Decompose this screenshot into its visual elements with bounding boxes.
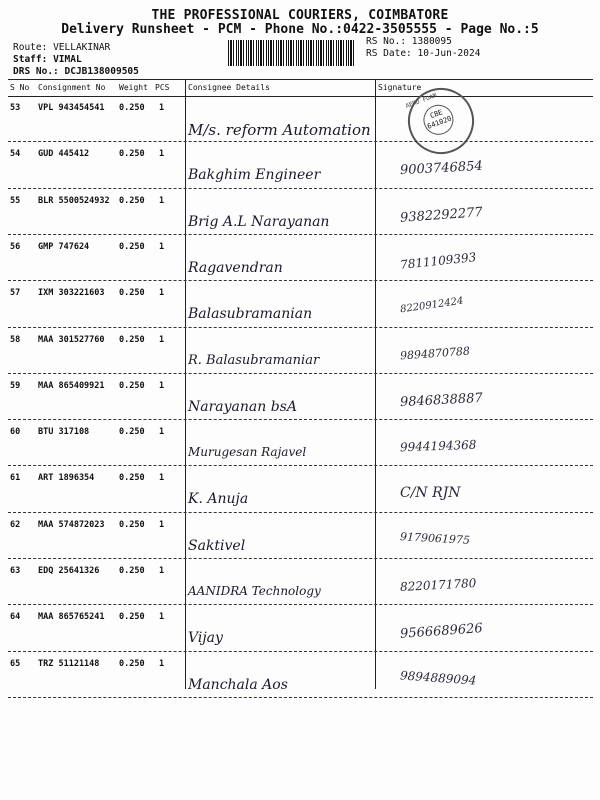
rs-no-line: [366, 36, 480, 48]
row-pcs: 1: [159, 103, 165, 113]
barcode: [228, 40, 356, 66]
row-sno: 57: [10, 288, 21, 299]
table-row: [8, 560, 593, 606]
row-separator: [8, 558, 593, 559]
drs-value: DCJB138009505: [64, 66, 139, 77]
consignee-handwriting: Murugesan Rajavel: [188, 445, 307, 460]
row-sno: 54: [10, 149, 21, 160]
signature-handwriting: 8220912424: [399, 295, 465, 316]
row-sno: 62: [10, 519, 21, 530]
route-label: Route:: [13, 42, 48, 53]
signature-handwriting: 9566689626: [399, 621, 484, 643]
route-value: VELLAKINAR: [53, 42, 111, 53]
table-row: [8, 514, 593, 560]
row-weight: 0.250: [119, 566, 145, 576]
row-consignment-no: MAA 574872023: [38, 519, 105, 530]
row-pcs: 1: [159, 566, 165, 576]
signature-handwriting: 9179061975: [399, 529, 471, 547]
row-weight: 0.250: [119, 149, 145, 160]
row-weight: 0.250: [119, 334, 145, 345]
row-weight: 0.250: [119, 658, 145, 669]
row-consignment-no: MAA 865765241: [38, 612, 105, 623]
signature-handwriting: 9894889094: [399, 667, 477, 688]
row-separator: [8, 651, 593, 652]
rs-date-line: [366, 48, 480, 60]
row-separator: [8, 141, 593, 142]
signature-handwriting: 9894870788: [399, 344, 471, 362]
consignee-handwriting: M/s. reform Automation: [188, 121, 371, 139]
col-consignee-header: Consignee Details: [188, 83, 270, 92]
row-consignment-no: TRZ 51121148: [38, 658, 100, 669]
staff-line: [13, 54, 139, 66]
row-separator: [8, 234, 593, 235]
row-consignment-no: IXM 303221603: [38, 288, 105, 299]
drs-line: [13, 66, 139, 78]
row-weight: 0.250: [119, 241, 145, 252]
row-sno: 65: [10, 658, 21, 669]
row-pcs: 1: [159, 427, 165, 438]
row-consignment-no: MAA 865409921: [38, 380, 105, 391]
row-weight: 0.250: [119, 103, 145, 113]
row-weight: 0.250: [119, 380, 145, 391]
row-pcs: 1: [159, 241, 165, 252]
row-pcs: 1: [159, 334, 165, 345]
row-pcs: 1: [159, 195, 165, 206]
consignee-handwriting: Ragavendran: [188, 259, 283, 276]
consignee-handwriting: Saktivel: [188, 537, 246, 554]
row-weight: 0.250: [119, 473, 145, 484]
col-sno-header: S No: [10, 83, 30, 92]
table-row: [8, 329, 593, 375]
consignee-handwriting: Manchala Aos: [188, 676, 288, 693]
row-consignment-no: VPL 943454541: [38, 103, 105, 113]
row-pcs: 1: [159, 612, 165, 623]
row-sno: 56: [10, 241, 21, 252]
row-consignment-no: BLR 5500524932: [38, 195, 110, 206]
row-sno: 53: [10, 103, 21, 113]
rs-date-value: 10-Jun-2024: [417, 48, 481, 59]
rs-date-label: RS Date:: [366, 48, 412, 59]
staff-value: VIMAL: [53, 54, 82, 65]
stamp-ring-text: AERO FOAM: [404, 92, 438, 110]
consignee-handwriting: Brig A.L Narayanan: [188, 213, 330, 230]
row-separator: [8, 327, 593, 328]
signature-handwriting: 9382292277: [399, 204, 484, 226]
row-sno: 61: [10, 473, 21, 484]
signature-handwriting: 8220171780: [399, 576, 477, 594]
row-sno: 60: [10, 427, 21, 438]
row-pcs: 1: [159, 288, 165, 299]
consignee-handwriting: Narayanan bsA: [188, 398, 297, 415]
consignee-handwriting: AANIDRA Technology: [188, 584, 321, 598]
row-sno: 59: [10, 380, 21, 391]
consignee-handwriting: Vijay: [188, 630, 223, 647]
row-consignment-no: GUD 445412: [38, 149, 90, 160]
row-pcs: 1: [159, 519, 165, 530]
consignee-handwriting: Bakghim Engineer: [188, 167, 321, 184]
col-signature-header: Signature: [378, 83, 422, 92]
row-sno: 63: [10, 566, 21, 576]
row-consignment-no: ART 1896354: [38, 473, 95, 484]
consignee-handwriting: Balasubramanian: [188, 306, 313, 323]
row-separator: [8, 512, 593, 513]
signature-handwriting: 9846838887: [399, 390, 484, 410]
consignee-handwriting: R. Balasubramaniar: [188, 352, 320, 368]
stamp-center: CBE 641020: [419, 101, 457, 139]
row-separator: [8, 188, 593, 189]
signature-handwriting: 9944194368: [399, 437, 477, 455]
row-weight: 0.250: [119, 195, 145, 206]
row-weight: 0.250: [119, 288, 145, 299]
table-row: [8, 467, 593, 513]
row-separator: [8, 697, 593, 698]
row-consignment-no: BTU 317108: [38, 427, 90, 438]
row-weight: 0.250: [119, 612, 145, 623]
row-pcs: 1: [159, 473, 165, 484]
table-header: [8, 79, 593, 97]
row-pcs: 1: [159, 658, 165, 669]
row-separator: [8, 373, 593, 374]
signature-handwriting: 9003746854: [399, 159, 484, 179]
staff-label: Staff:: [13, 54, 48, 65]
row-pcs: 1: [159, 380, 165, 391]
route-line: [13, 42, 139, 54]
row-consignment-no: GMP 747624: [38, 241, 90, 252]
row-separator: [8, 604, 593, 605]
drs-label: DRS No.:: [13, 66, 59, 77]
rs-no-value: 1380095: [411, 36, 452, 47]
row-consignment-no: EDQ 25641326: [38, 566, 100, 576]
table-row: [8, 421, 593, 467]
row-sno: 64: [10, 612, 21, 623]
signature-handwriting: 7811109393: [399, 249, 477, 272]
rs-no-label: RS No.:: [366, 36, 407, 47]
company-title: THE PROFESSIONAL COURIERS, COIMBATORE: [151, 8, 449, 23]
table-row: [8, 606, 593, 652]
table-row: [8, 375, 593, 421]
route-staff-block: [13, 42, 139, 78]
row-separator: [8, 280, 593, 281]
rs-block: [366, 36, 480, 60]
consignee-handwriting: K. Anuja: [188, 491, 249, 508]
col-consignment-header: Consignment No: [38, 83, 106, 92]
row-sno: 55: [10, 195, 21, 206]
signature-handwriting: C/N RJN: [400, 485, 461, 502]
col-pcs-header: PCS: [155, 83, 170, 92]
row-weight: 0.250: [119, 427, 145, 438]
row-pcs: 1: [159, 149, 165, 160]
row-sno: 58: [10, 334, 21, 345]
runsheet-title: Delivery Runsheet - PCM - Phone No.:0422-3505555 - Page No.:5: [61, 22, 539, 37]
col-weight-header: Weight: [119, 83, 148, 92]
row-separator: [8, 419, 593, 420]
row-separator: [8, 465, 593, 466]
row-weight: 0.250: [119, 519, 145, 530]
row-consignment-no: MAA 301527760: [38, 334, 105, 345]
table-row: [8, 236, 593, 282]
table-row: [8, 653, 593, 699]
